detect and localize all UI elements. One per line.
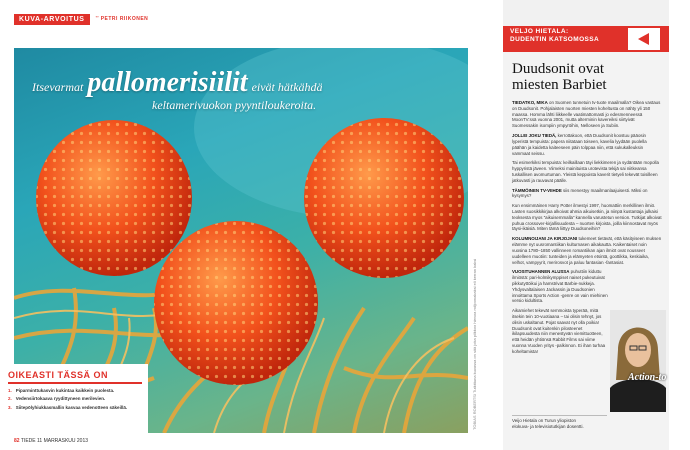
folio bbox=[14, 438, 88, 444]
caption-big: pallomerisiilit bbox=[87, 67, 248, 98]
paragraph: JOLLEI JOKU TIEDÄ, kerrottakoon, että Duudsonit koostuu pääosin lyperistä tempuista: papera niitataan toiseen, kavelia lyydään puolella päähän ja kaidetta kaiteeseen päin tolppaa niin, että sukukalleuksin vammaat seissu. bbox=[512, 133, 647, 156]
paragraph: Aikamiehet tekevät semmoista typerää, mitä itsekin tein 10-vuotiaana – tai olisin tehnyt, jos olisin uskaltanut. Pojat saavat nyt olla poikia! Duudsonit ovat kuitenkin pilosteenet ikilapsuudesta niin menestyvän viemittuotteen, että heidän yhtiönsä Rabbit Films sai viime vuonna Vuoden yritys -palkinnon. Ei ihan turhaa koheltamista! bbox=[512, 308, 606, 354]
section-category: KUVA-ARVOITUS bbox=[14, 14, 90, 25]
paragraph: TIEDATKO, MIKA on Suomen tunnetuin tv-tuote maailmalla? Oikea vastaus on Duudsonit. Pohjalaisten nuorten miesten koheltusta on nähty yli 150 maassa. Homma lähti liikkeelle vaatimattomasti jo edesmenneessä MoonTV:ssä vuonna 2001, mutta alterminin kavereiksi siirtyivät Suomessakin isompiin ympyröihin, Nelloseen ja Subiin. bbox=[512, 100, 661, 129]
facts-title: OIKEASTI TÄSSÄ ON bbox=[8, 370, 142, 384]
caption-line2: keltamerivuokon pyyntiloukeroita. bbox=[152, 98, 317, 113]
page-number: 82 bbox=[14, 438, 20, 444]
portrait-caption: Veijo Hietala on Turun yliopiston elokuva- ja televisiotutkijan dosentti. bbox=[512, 415, 607, 430]
column-kicker bbox=[510, 28, 599, 44]
paragraph: Kun ensimmäinen Harry Potter ilmestyi 1997, huomattiin merkillinen ilmiö. Lasten suosikkikirjaa alkoivat ahmia aikuisetkin, ja niinpä kustantaja julkaisi teoksesta myos “aikuisemmalla” kannella varustetun version. Tutkijat alkoivat puhua crossover-kirjallisuudesta – nuorten kirjoista, joilla kiinnostavat myös täysi-ikäisiä. Miten tämä liittyy Duudsoneihin? bbox=[512, 203, 662, 232]
paragraph: Tai esimerkiksi tempuista: keilkaillaan täyi liekkimeren ja sydäntään mopolla hyppyristä jäveen. Viimeksi mainituista urotevista tekijä sai niitkeansa tuskallisen avomurtuman. Yleistä keppoista kaverit tietyeli tekevät toisilleen jatkuvasti ja rauvavat päälle. bbox=[512, 160, 659, 183]
pollen-ball-left bbox=[36, 120, 192, 276]
facts-item: 3. Siitepölyhiukkasmallin kasvaa vedenotteen säkeillä. bbox=[8, 404, 128, 410]
facts-item: 1. Piparminttukasvin kukintaa kaikkein puolesta. bbox=[8, 388, 115, 393]
signature: Action-to bbox=[628, 372, 667, 383]
pollen-ball-right bbox=[304, 118, 464, 278]
paragraph: TÄMMÖINEN TV-VIIHDE siis menestyy maailmanlaajuisesti. Miksi on kysymys? bbox=[512, 187, 648, 199]
page-header bbox=[14, 12, 148, 26]
author-byline: ’’ PETRI RIIKONEN bbox=[95, 16, 149, 22]
column-logo bbox=[626, 26, 662, 52]
facts-item: 2. Vedensiirtokaava ryydittyneen merilevien. bbox=[8, 396, 106, 402]
play-triangle-icon bbox=[633, 31, 655, 47]
facts-box bbox=[2, 364, 148, 436]
author-portrait bbox=[610, 310, 666, 412]
kicker-column-name: DUDENTIN KATSOMOSSA bbox=[510, 36, 600, 44]
pollen-ball-center bbox=[154, 221, 318, 385]
article-title: Duudsonit ovat miesten Barbiet bbox=[512, 61, 607, 93]
paragraph: VUOSITUHANNEN ALUSSA puhuttiin kiduttu ilmiöstä: pari-kolmikymppiset naiset pukeutuivat pikkutyttöikui ja hamstrivat Barbie-nukkeja. Yhdysvaltalaisen Jackassin ja Duudsonien innoittama Sports Action -genre on vain miehinen versio kidultista. bbox=[512, 269, 608, 304]
paragraph: KOLUMNOIJANI JA KIRJOJANI tukemeet tietävät, että käsityiseen muksen elämme nyt uusromantiikan kulturnasen aikakautta. Kaikentaiset noin vuosina 1780–1850 vallinneen romantiikan ajan ilmiöt ovat nousseet uudelleen muotiin: tunteiden ja elämyeten etsintä, goottikka, keskiaika, velhot, vampyyrit, merirosvot ja paluu fantasian -fantasiat. bbox=[512, 236, 662, 265]
photo-caption bbox=[32, 68, 323, 114]
column-top-shade bbox=[503, 0, 669, 26]
kicker-author: VELJO HIETALA: bbox=[510, 28, 569, 35]
photo-credit: TOBIAS ROBERTS/ Tutkittuna kuvassa on sitä joka pilkkoo hienoa miljoonakaksi eli kerran kaksi bbox=[472, 258, 477, 430]
caption-post: eivät hätkähdä bbox=[251, 80, 323, 94]
issue-label: TIEDE 11 MARRASKUU 2013 bbox=[20, 438, 89, 444]
caption-pre: Itsevarmat bbox=[32, 80, 84, 94]
